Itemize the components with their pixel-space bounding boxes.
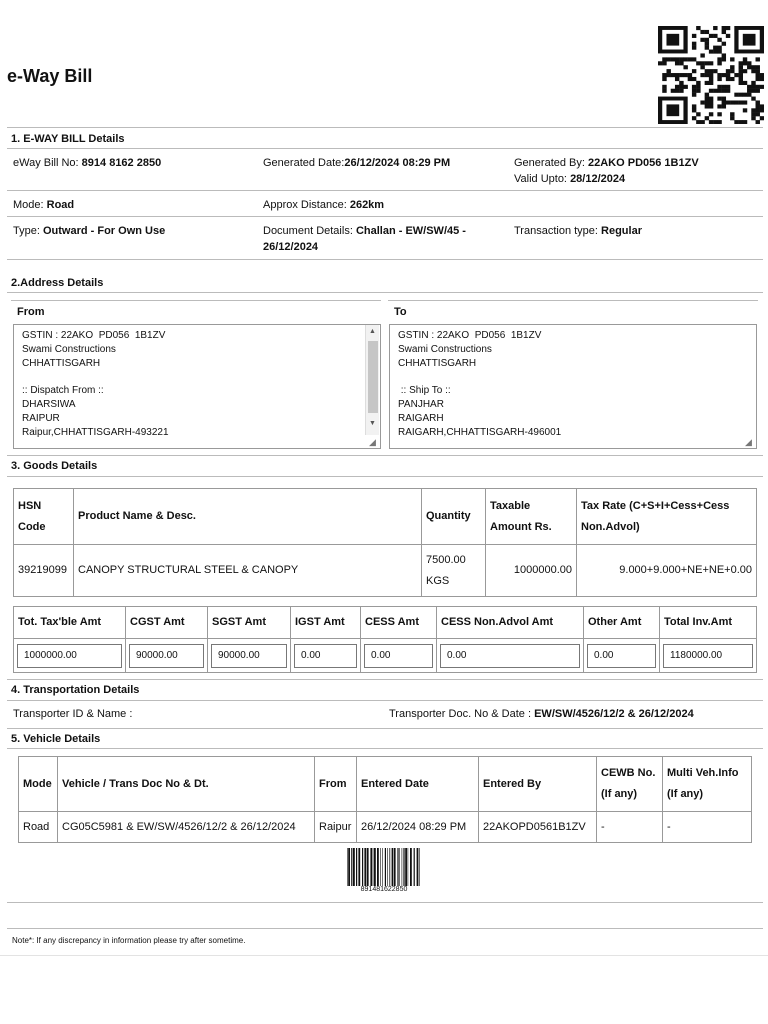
totals-header: CESS Non.Advol Amt xyxy=(437,607,584,639)
goods-header-taxable: Taxable Amount Rs. xyxy=(486,489,577,545)
totals-header: SGST Amt xyxy=(208,607,291,639)
qr-code xyxy=(658,26,764,124)
totals-header: CGST Amt xyxy=(126,607,208,639)
from-address-textarea[interactable]: GSTIN : 22AKO PD056 1B1ZV Swami Constructions CHHATTISGARH :: Dispatch From :: DHARSIWA RAIPUR Raipur,CHHATTISGARH-493221 xyxy=(13,324,381,449)
section-transport-heading: 4. Transportation Details xyxy=(11,684,140,696)
document-details: Document Details: Challan - EW/SW/45 - 26/12/2024 xyxy=(263,225,466,253)
footer-note: Note*: If any discrepancy in information please try after sometime. xyxy=(12,936,246,945)
cgst-field[interactable]: 90000.00 xyxy=(129,644,204,668)
totals-header: Total Inv.Amt xyxy=(660,607,757,639)
generated-date: Generated Date:26/12/2024 08:29 PM xyxy=(263,157,451,169)
vehicle-table xyxy=(18,756,752,843)
approx-distance: Approx Distance: 262km xyxy=(263,199,385,211)
table-row xyxy=(19,812,752,843)
totals-header: Tot. Tax'ble Amt xyxy=(14,607,126,639)
total-inv-field[interactable]: 1180000.00 xyxy=(663,644,753,668)
goods-tax-rate: 9.000+9.000+NE+NE+0.00 xyxy=(577,545,757,597)
goods-header-product: Product Name & Desc. xyxy=(74,489,422,545)
section-eway-details-heading: 1. E-WAY BILL Details xyxy=(11,133,125,145)
total-taxable-field[interactable]: 1000000.00 xyxy=(17,644,122,668)
to-label: To xyxy=(388,300,758,320)
section-goods-heading: 3. Goods Details xyxy=(11,460,98,472)
section-address-heading: 2.Address Details xyxy=(11,277,104,289)
vehicle-number: CG05C5981 & EW/SW/4526/12/2 & 26/12/2024 xyxy=(58,812,315,843)
sgst-field[interactable]: 90000.00 xyxy=(211,644,287,668)
section-vehicle-heading: 5. Vehicle Details xyxy=(11,733,101,745)
transaction-type: Transaction type: Regular xyxy=(514,225,642,237)
vehicle-cewb: - xyxy=(597,812,663,843)
vehicle-entered-date: 26/12/2024 08:29 PM xyxy=(357,812,479,843)
mode: Mode: Road xyxy=(13,199,75,211)
other-amt-field[interactable]: 0.00 xyxy=(587,644,656,668)
from-label: From xyxy=(11,300,381,320)
vehicle-entered-by: 22AKOPD0561B1ZV xyxy=(479,812,597,843)
vehicle-header: Vehicle / Trans Doc No & Dt. xyxy=(58,757,315,812)
scroll-up-icon[interactable]: ▲ xyxy=(369,328,376,335)
eway-bill-no: eWay Bill No: 8914 8162 2850 xyxy=(13,157,162,169)
vehicle-header: CEWB No. (If any) xyxy=(597,757,663,812)
totals-header: CESS Amt xyxy=(361,607,437,639)
igst-field[interactable]: 0.00 xyxy=(294,644,357,668)
cess-field[interactable]: 0.00 xyxy=(364,644,433,668)
vehicle-header: Entered By xyxy=(479,757,597,812)
transporter-id: Transporter ID & Name : xyxy=(13,708,133,720)
vehicle-header: Mode xyxy=(19,757,58,812)
vehicle-mode: Road xyxy=(19,812,58,843)
transporter-doc: Transporter Doc. No & Date : EW/SW/4526/12/2 & 26/12/2024 xyxy=(389,708,694,720)
goods-hsn: 39219099 xyxy=(14,545,74,597)
vehicle-header: Multi Veh.Info (If any) xyxy=(663,757,752,812)
goods-table xyxy=(13,488,757,597)
vehicle-multi-info: - xyxy=(663,812,752,843)
vehicle-from: Raipur xyxy=(315,812,357,843)
totals-header: IGST Amt xyxy=(291,607,361,639)
goods-product: CANOPY STRUCTURAL STEEL & CANOPY xyxy=(74,545,422,597)
generated-by: Generated By: 22AKO PD056 1B1ZV xyxy=(514,157,699,169)
goods-header-tax-rate: Tax Rate (C+S+I+Cess+Cess Non.Advol) xyxy=(577,489,757,545)
vehicle-header: From xyxy=(315,757,357,812)
table-row xyxy=(14,545,757,597)
valid-upto: Valid Upto: 28/12/2024 xyxy=(514,173,626,185)
vehicle-header: Entered Date xyxy=(357,757,479,812)
barcode-number: 891481622850 xyxy=(360,886,408,893)
to-address-textarea[interactable]: GSTIN : 22AKO PD056 1B1ZV Swami Constructions CHHATTISGARH :: Ship To :: PANJHAR RAIGARH RAIGARH,CHHATTISGARH-496001 xyxy=(389,324,757,449)
totals-table xyxy=(13,606,757,673)
goods-header-quantity: Quantity xyxy=(422,489,486,545)
goods-taxable: 1000000.00 xyxy=(486,545,577,597)
supply-type: Type: Outward - For Own Use xyxy=(13,225,166,237)
from-address-scrollbar[interactable] xyxy=(365,325,379,435)
cess-non-advol-field[interactable]: 0.00 xyxy=(440,644,580,668)
barcode xyxy=(346,848,422,886)
totals-header: Other Amt xyxy=(584,607,660,639)
page-title: e-Way Bill xyxy=(7,66,93,86)
resize-grip-icon[interactable]: ◢ xyxy=(369,437,376,447)
resize-grip-icon[interactable]: ◢ xyxy=(745,437,752,447)
goods-quantity: 7500.00 KGS xyxy=(422,545,486,597)
scroll-down-icon[interactable]: ▼ xyxy=(369,420,376,427)
goods-header-hsn: HSN Code xyxy=(14,489,74,545)
